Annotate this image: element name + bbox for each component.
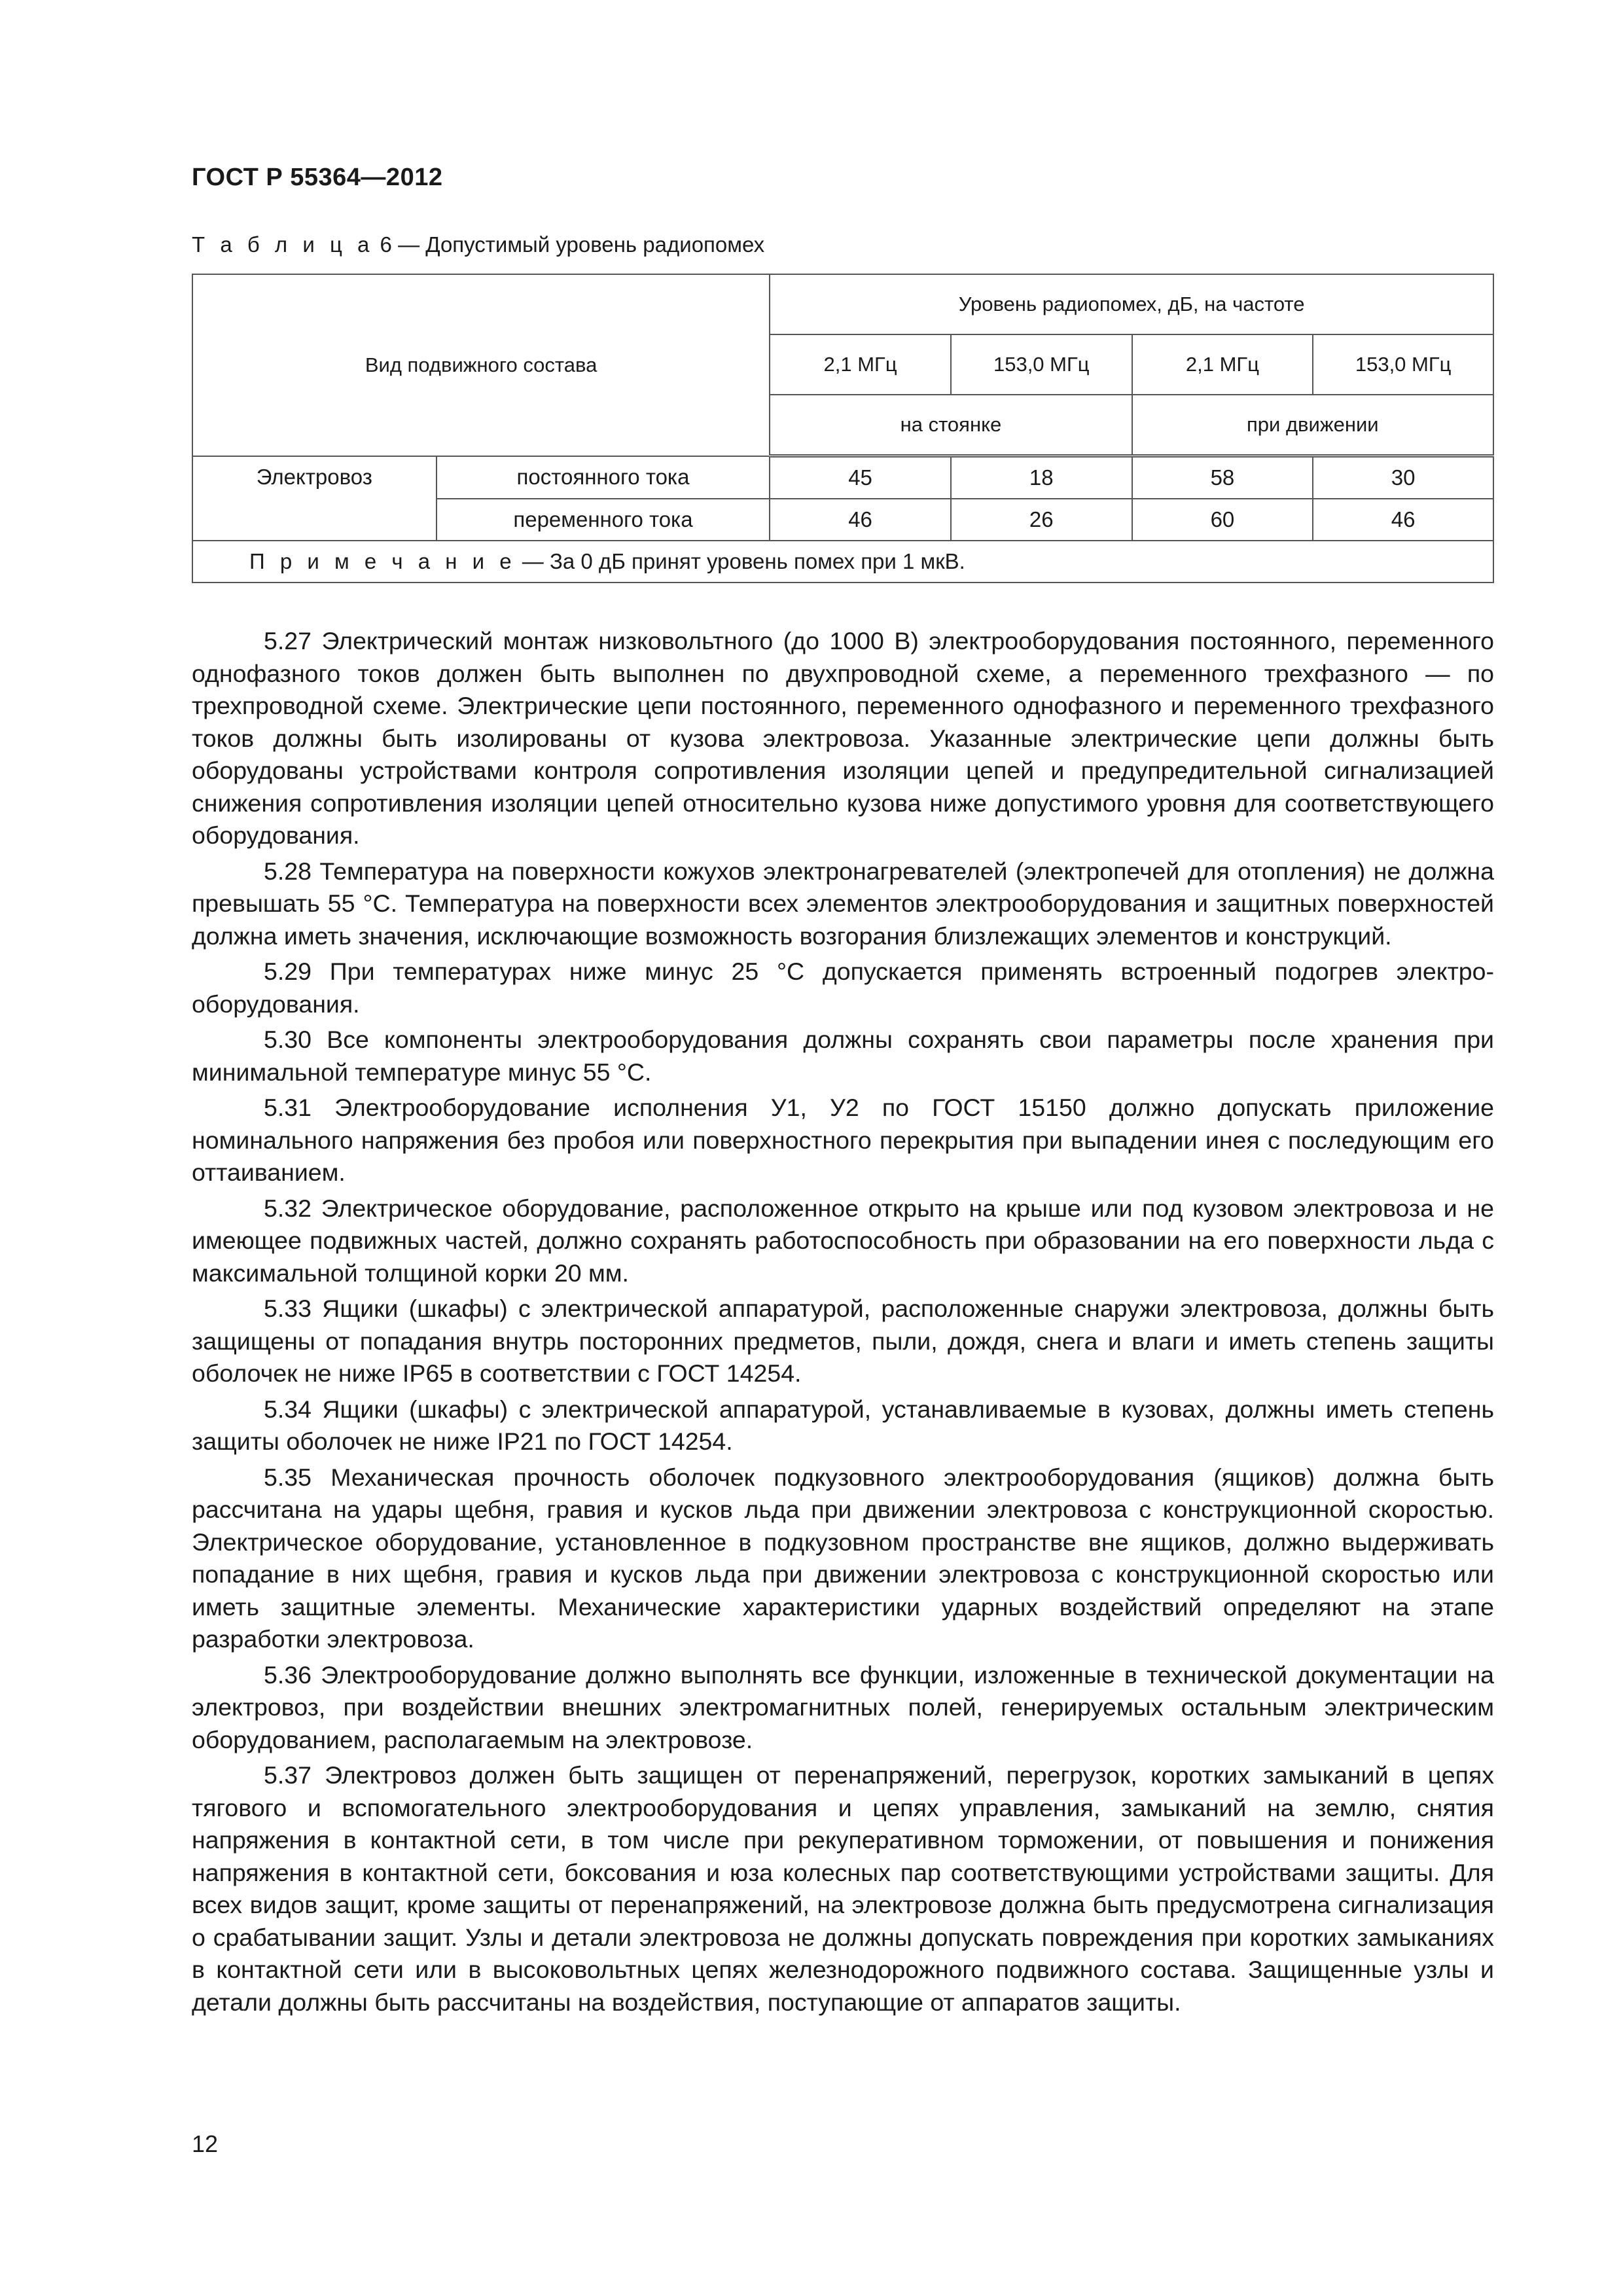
table-note-text: — За 0 дБ принят уровень помех при 1 мкВ. [516, 549, 965, 573]
table-cell: 58 [1132, 456, 1313, 499]
table-cell: 45 [770, 456, 951, 499]
row-label: постоянного тока [437, 456, 770, 499]
table-caption-prefix: Т а б л и ц а [192, 232, 374, 257]
paragraph-5-31: 5.31 Электрооборудование исполнения У1, У2 по ГОСТ 15150 должно допускать приложение номинального напряжения без пробоя или поверхностного перекрытия при выпадении инея с последующим его оттаиванием. [192, 1094, 1494, 1186]
header-freq-3: 2,1 МГц [1132, 334, 1313, 395]
paragraph-5-37: 5.37 Электровоз должен быть защищен от перенапряжений, перегрузок, коротких замыканий в цепях тягового и вспомогательного электрооборудования и цепях управления, замыканий на землю, снятия напряжения в контактной сети, в том числе при рекуперативном торможении, от повышения и понижения напряжения в контактной сети, боксования и юза колесных пар соответствующими устройствами защиты. Для всех видов защит, кроме защиты от перенапряжений, на электровозе должна быть предусмотрена сигнализация о срабатывании защит. Узлы и детали электровоза не должны допускать повреждения при коротких замыканиях в контактной сети или в высоковольтных цепях железнодорожного подвижного состава. Защищенные узлы и детали должны быть рассчитаны на воздействия, поступающие от аппаратов защиты. [192, 1761, 1494, 2016]
header-standing: на стоянке [770, 395, 1132, 456]
row-group-label: Электровоз [192, 456, 437, 541]
table-cell: 60 [1132, 499, 1313, 541]
row-label: переменного тока [437, 499, 770, 541]
paragraph-5-33: 5.33 Ящики (шкафы) с электрической аппаратурой, расположенные снаружи электровоза, должны быть защищены от попадания внутрь посторонних предметов, пыли, дождя, снега и влаги и иметь степень защиты оболочек не ниже IP65 в соответствии с ГОСТ 14254. [192, 1295, 1494, 1387]
header-freq-1: 2,1 МГц [770, 334, 951, 395]
table-cell: 46 [770, 499, 951, 541]
paragraph-5-36: 5.36 Электрооборудование должно выполнять все функции, изложенные в технической документации на электровоз, при воздействии внешних электромагнитных полей, генерируемых остальным электрическим оборудованием, располагаемым на электровозе. [192, 1660, 1494, 1753]
table-caption-text: 6 — Допустимый уровень радиопомех [374, 232, 765, 257]
radio-interference-table [192, 274, 1494, 583]
table-note-prefix: П р и м е ч а н и е [249, 549, 516, 573]
page-number: 12 [192, 2130, 219, 2157]
paragraph-5-34: 5.34 Ящики (шкафы) с электрической аппаратурой, устанавливаемые в кузовах, должны иметь степень защиты оболочек не ниже IP21 по ГОСТ 14254. [192, 1395, 1494, 1455]
paragraph-5-32: 5.32 Электрическое оборудование, расположенное открыто на крыше или под кузовом электровоза и не имеющее подвижных частей, должно сохранять работоспособность при образовании на его поверхности льда с максимальной толщиной корки 20 мм. [192, 1194, 1494, 1287]
table-note [192, 541, 1493, 583]
header-freq-4: 153,0 МГц [1313, 334, 1493, 395]
body-text [192, 625, 1494, 2022]
header-interference-level: Уровень радиопомех, дБ, на частоте [770, 274, 1493, 334]
table-row [192, 456, 1493, 499]
paragraph-5-35: 5.35 Механическая прочность оболочек подкузовного электрооборудования (ящиков) должна быть рассчитана на удары щебня, гравия и кусков льда при движении электровоза с конструкционной скоростью. Электрическое оборудование, установленное в подкузовном пространстве вне ящиков, должно выдерживать попадание в них щебня, гравия и кусков льда при движении электровоза с конструкционной скоростью или иметь защитные элементы. Механические характеристики ударных воздействий определяют на этапе разработки электровоза. [192, 1463, 1494, 1653]
paragraph-5-27: 5.27 Электрический монтаж низковольтного (до 1000 В) электрооборудования постоянного, переменного однофазного токов должен быть выполнен по двухпроводной схеме, а переменного трехфазного — по трехпроводной схеме. Электрические цепи постоянного, переменного однофазного и переменного трехфазного токов должны быть изолированы от кузова электровоза. Указанные электрические цепи должны быть оборудованы устройствами контроля сопротивления изоляции цепей и предупредительной сигнализацией снижения сопротивления изоляции цепей относительно кузова ниже допустимого уровня для соответствующего оборудования. [192, 627, 1494, 849]
paragraph-5-30: 5.30 Все компоненты электрооборудования должны сохранять свои параметры после хранения при минимальной температуре минус 55 °С. [192, 1026, 1494, 1086]
header-moving: при движении [1132, 395, 1493, 456]
header-freq-2: 153,0 МГц [951, 334, 1132, 395]
table-cell: 46 [1313, 499, 1493, 541]
table-cell: 26 [951, 499, 1132, 541]
paragraph-5-28: 5.28 Температура на поверхности кожухов электронагревателей (электропечей для отопления) не должна превышать 55 °С. Температура на поверхности всех элементов электрооборудования и защитных поверхностей должна иметь значения, исключающие возможность возгорания близлежащих элементов и конструкций. [192, 857, 1494, 950]
header-vehicle-type: Вид подвижного состава [192, 274, 770, 456]
table-cell: 18 [951, 456, 1132, 499]
table-cell: 30 [1313, 456, 1493, 499]
paragraph-5-29: 5.29 При температурах ниже минус 25 °С допускается применять встроенный подогрев электрооборудования. [192, 958, 1494, 1018]
document-header: ГОСТ Р 55364—2012 [192, 164, 443, 191]
table-caption [192, 232, 764, 257]
